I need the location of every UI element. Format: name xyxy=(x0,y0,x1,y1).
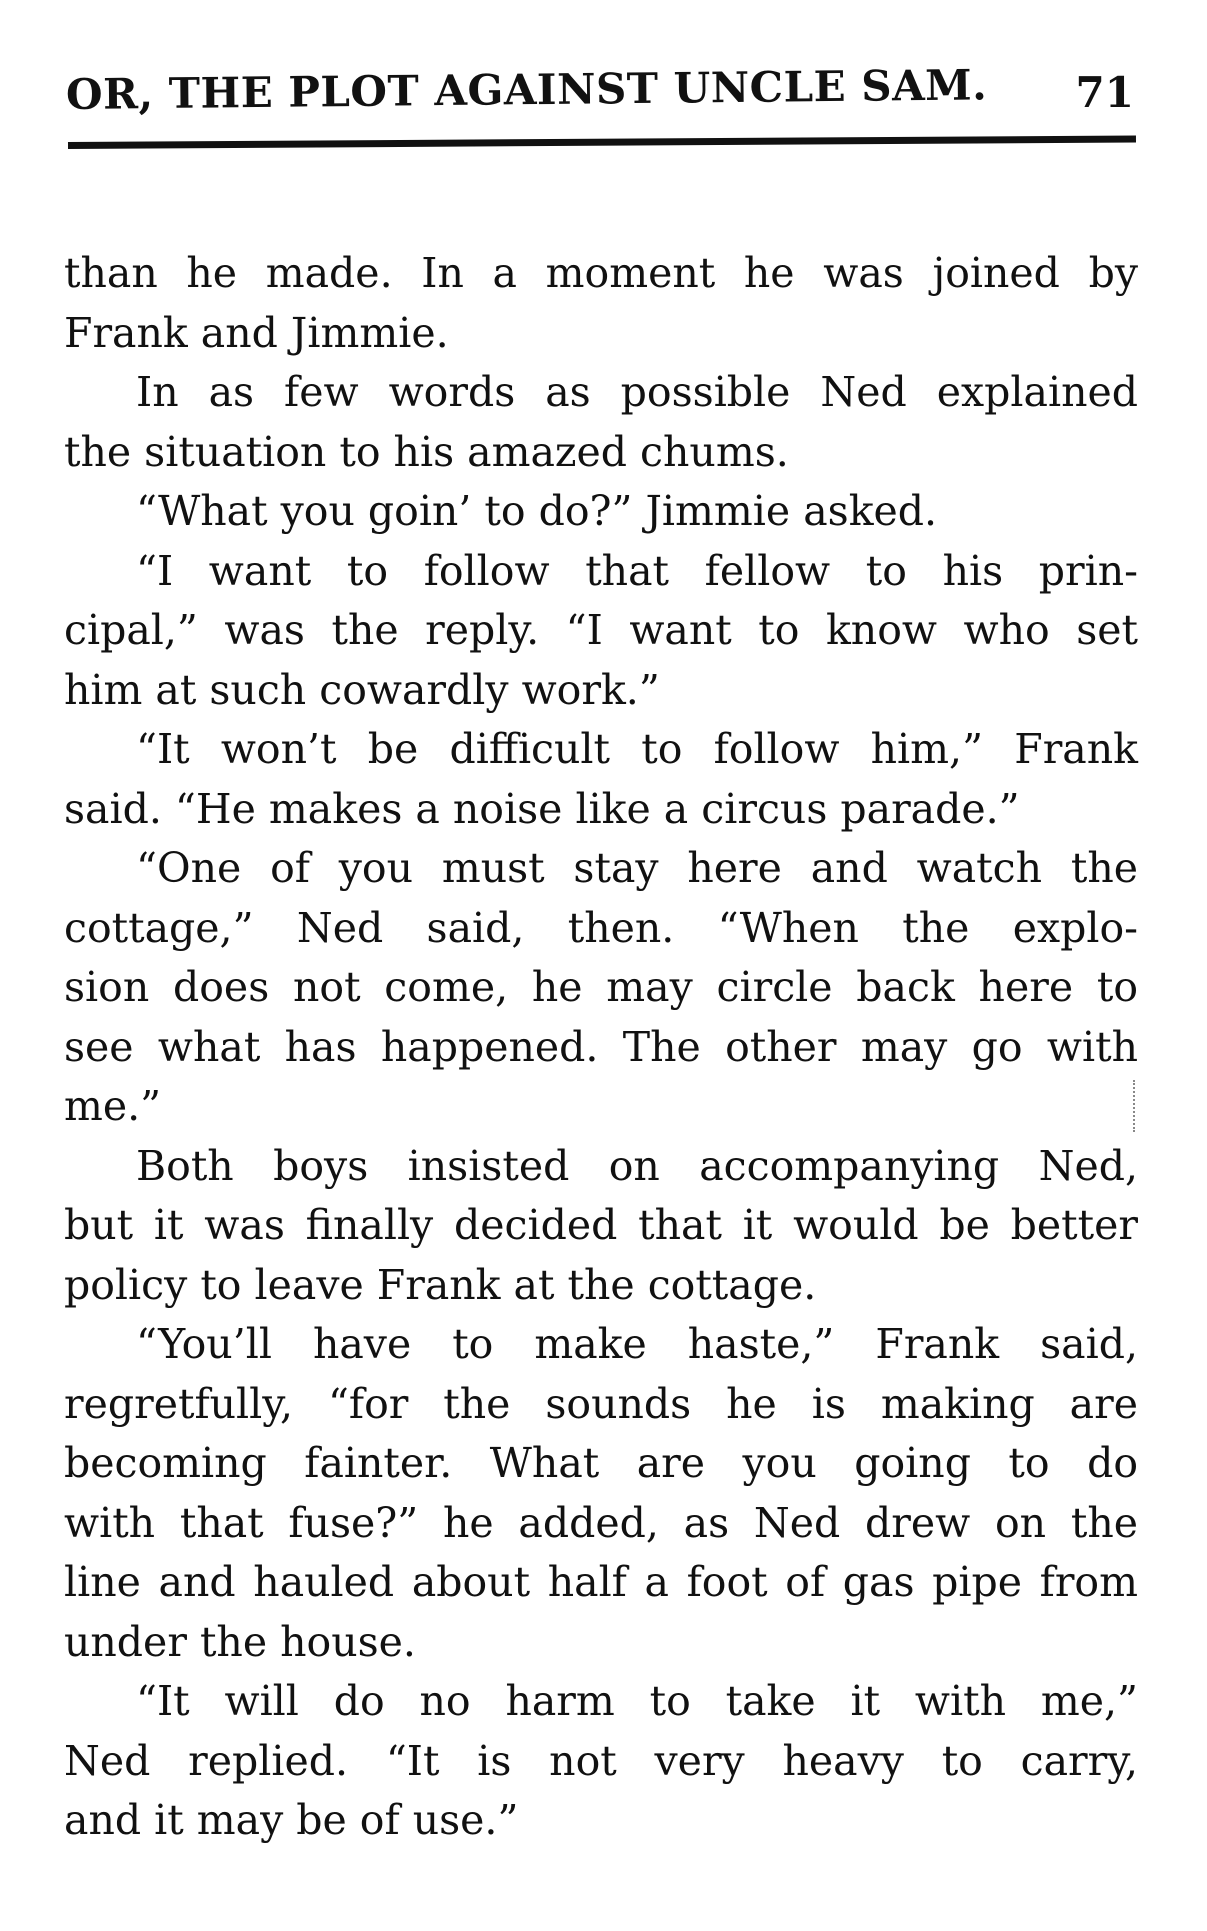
text-line: said. “He makes a noise like a circus parade.” xyxy=(64,784,1020,833)
text-line: “What you goin’ to do?” Jimmie asked. xyxy=(136,487,938,535)
text-line: In as few words as possible Ned explained xyxy=(136,368,1138,416)
text-line: line and hauled about half a foot of gas pipe from xyxy=(64,1558,1138,1606)
text-line: “It won’t be difficult to follow him,” Frank xyxy=(136,725,1138,773)
text-line: “You’ll have to make haste,” Frank said, xyxy=(136,1320,1138,1368)
text-line: sion does not come, he may circle back here to xyxy=(64,963,1138,1011)
page-number: 71 xyxy=(1075,68,1134,117)
text-line: see what has happened. The other may go with xyxy=(64,1022,1138,1071)
text-line: than he made. In a moment he was joined by xyxy=(64,249,1138,297)
body-text xyxy=(64,244,1138,1851)
text-line: cipal,” was the reply. “I want to know who set xyxy=(64,606,1138,654)
text-line: under the house. xyxy=(64,1617,416,1666)
text-line: “One of you must stay here and watch the xyxy=(136,844,1138,892)
text-line: becoming fainter. What are you going to do xyxy=(64,1439,1138,1487)
text-line: “It will do no harm to take it with me,” xyxy=(136,1677,1138,1725)
text-line: him at such cowardly work.” xyxy=(64,665,660,714)
text-line: policy to leave Frank at the cottage. xyxy=(64,1260,817,1309)
text-line: Frank and Jimmie. xyxy=(64,308,449,357)
text-line: “I want to follow that fellow to his prin- xyxy=(136,546,1138,595)
text-line: Both boys insisted on accompanying Ned, xyxy=(136,1141,1138,1190)
margin-speck xyxy=(1133,1080,1137,1132)
header-rule xyxy=(68,135,1136,149)
text-line: cottage,” Ned said, then. “When the explo- xyxy=(64,903,1138,952)
text-line: regretfully, “for the sounds he is making are xyxy=(64,1379,1138,1428)
text-line: the situation to his amazed chums. xyxy=(64,427,789,476)
text-line: with that fuse?” he added, as Ned drew on the xyxy=(64,1498,1138,1547)
text-line: me.” xyxy=(64,1082,162,1130)
running-title: OR, THE PLOT AGAINST UNCLE SAM. xyxy=(65,60,988,119)
text-line: Ned replied. “It is not very heavy to carry, xyxy=(64,1736,1138,1785)
page-header xyxy=(65,60,1138,134)
text-line: but it was finally decided that it would be better xyxy=(64,1201,1138,1249)
text-line: and it may be of use.” xyxy=(64,1796,519,1844)
